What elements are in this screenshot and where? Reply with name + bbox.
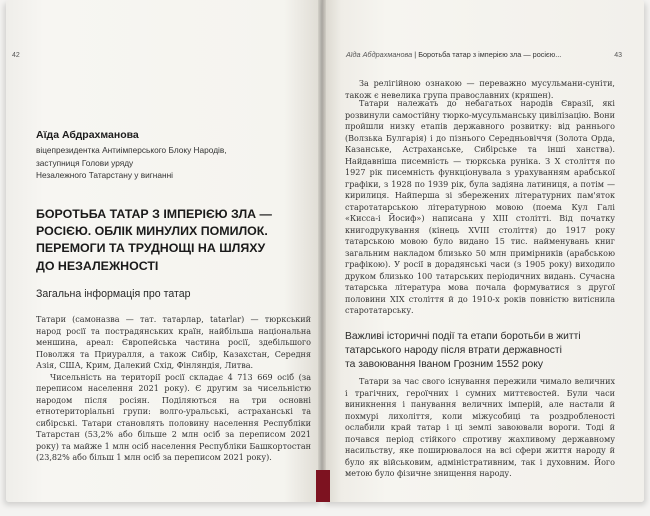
- running-header-sep: |: [414, 50, 419, 59]
- title-line: ПЕРЕМОГИ ТА ТРУДНОЩІ НА ШЛЯХУ: [36, 241, 266, 256]
- author-name: Аїда Абдрахманова: [36, 129, 139, 141]
- heading-line: та завоювання Іваном Грозним 1552 року: [345, 359, 544, 370]
- affiliation-line: віцепрезидентка Антиімперського Блоку Народів,: [36, 145, 227, 155]
- section-heading-right: [345, 330, 615, 372]
- affiliation-line: Незалежного Татарстану у вигнанні: [36, 170, 174, 180]
- author-affiliation: [36, 144, 311, 182]
- affiliation-line: заступниця Голови уряду: [36, 157, 134, 168]
- book-spine: [318, 0, 326, 502]
- running-header-title: Боротьба татар з імперією зла — росією...: [418, 50, 562, 59]
- right-body-bottom: [345, 376, 615, 480]
- headband: [316, 470, 330, 502]
- title-line: РОСІЄЮ. ОБЛІК МИНУЛИХ ПОМИЛОК.: [36, 224, 268, 239]
- title-line: ДО НЕЗАЛЕЖНОСТІ: [36, 258, 159, 273]
- right-body-text: [345, 98, 615, 317]
- running-header: [346, 50, 611, 59]
- page-number-right: 43: [614, 52, 622, 59]
- paragraph: Чисельність на території росії складає 4 713 669 осіб (за переписом населення 2021 року). Є другим за чисельністю народом після росіян. Поділяються на три основні етнотериторіальні групи: волго-уральські, астраханські та сибірські. Татари становлять половину населення Республіки Татарстан (53,2% або більше 2 млн осіб за переписом 2021 року) та майже 1 млн осіб населення Республіки Башкортостан (23,82% або більш 1 млн осіб за переписом 2021 року).: [36, 372, 311, 462]
- page-number-left: 42: [12, 52, 20, 59]
- paragraph: Татари (самоназва — тат. татарлар, tatarlar) — тюркський народ росії та пострадянських країн, найбільша національна меншина, ареал: Європейська частина росії, здебільшого Поволжя та Приуралля, а також Сибір, Казахстан, Середня Азія, США, Крим, Далекий Схід, Фінляндія, Литва.: [36, 315, 311, 370]
- paragraph: Татари за час свого існування пережили чимало величних і трагічних, героїчних і сумних миттєвостей. Були часи виникнення і панування величних імперій, але настали й похмурі лихоліття, коли міжусобиці та роздробленості ослабили край татар і ці землі завоювали вороги. Тоді й почався період стійкого спротиву жахливому державному насильству, яке поширювалося на всі сфери життя народу й було як військовим, адміністративним, так і духовним. Його метою було фізичне знищення народу.: [345, 377, 615, 478]
- paragraph: За релігійною ознакою — переважно мусульмани-суніти, також є невелика група православних (кряшен).: [345, 79, 615, 100]
- heading-line: татарського народу після втрати державності: [345, 345, 562, 356]
- left-body-text: [36, 314, 311, 464]
- article-title: [36, 206, 311, 275]
- title-line: БОРОТЬБА ТАТАР З ІМПЕРІЄЮ ЗЛА —: [36, 207, 272, 221]
- section-heading-left: Загальна інформація про татар: [36, 288, 191, 300]
- paragraph: Татари належать до небагатьох народів Євразії, які розвинули самостійну тюрко-мусульманську цивілізацію. Вони пройшли низку етапів державного розвитку: від раннього (Волзька Булгарія) і до пізнього Середньовіччя (Золота Орда, Казанське, Астраханське, Сибірське та інші ханства). Найдавніша писемність — тюркська руніка. З X століття по 1927 рік писемність функціонувала з урахуванням арабської графіки, з 1928 по 1939 рік, була задіяна латиниця, а потім — кирилиця. Найперша зі збережених літературних пам'яток старотатарською літературною мовою (поема Кул Галі «Кисса-і Йосиф») написана у XIII столітті. Від початку книгодрукування (кінець XVIII століття) до 1917 року татарською мовою було видано 15 тис. найменувань книг загальним накладом близько 50 млн примірників (арабською графікою). У росії в дорадянські часи (з 1905 року) виходило друком близько 100 татарських періодичних видань. Сучасна татарська література мова почала формуватися з другої половини XIX століття й до 1910-х років повністю витіснила старотатарську.: [345, 99, 615, 315]
- heading-line: Важливі історичні події та етапи боротьби в житті: [345, 331, 581, 342]
- running-header-author: Аїда Абдрахманова: [346, 50, 413, 59]
